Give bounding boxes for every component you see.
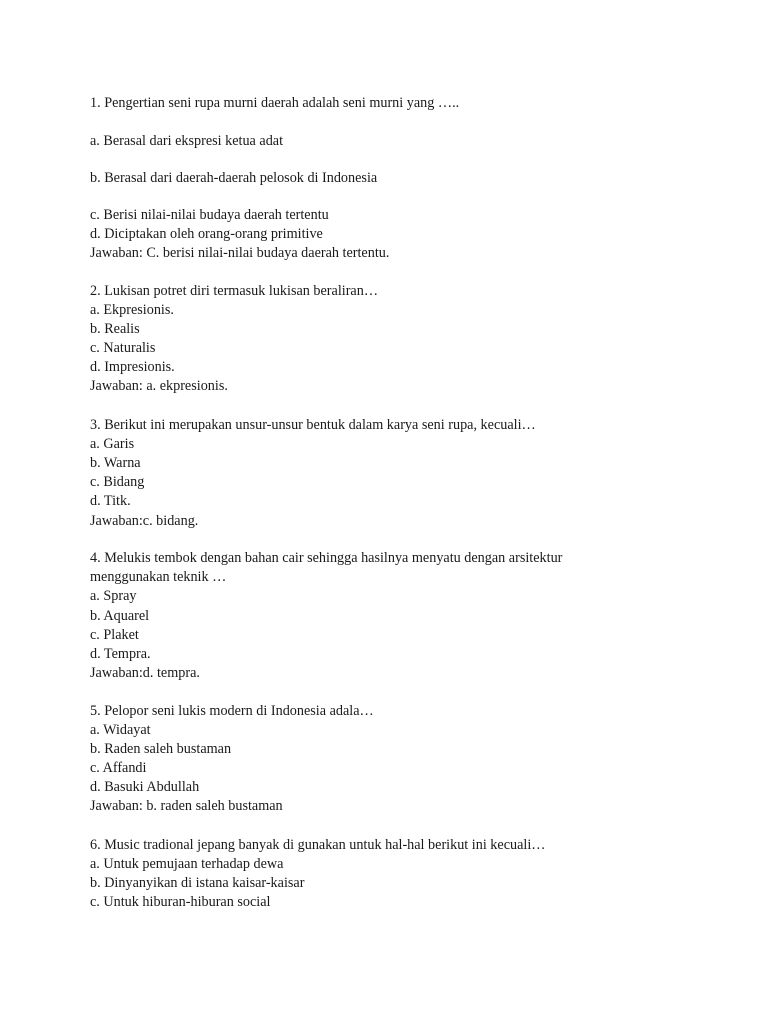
q6-question: 6. Music tradional jepang banyak di gunakan untuk hal-hal berikut ini kecuali…	[90, 837, 546, 853]
q3-answer: Jawaban:c. bidang.	[90, 513, 199, 529]
q4-answer: Jawaban:d. tempra.	[90, 665, 200, 681]
q3-option-b: b. Warna	[90, 455, 141, 471]
q5-option-b: b. Raden saleh bustaman	[90, 741, 232, 757]
q5-option-d: d. Basuki Abdullah	[90, 779, 200, 795]
q1-option-a: a. Berasal dari ekspresi ketua adat	[90, 133, 284, 149]
q3-option-c: c. Bidang	[90, 474, 145, 490]
q1-option-d: d. Diciptakan oleh orang-orang primitive	[90, 226, 323, 242]
q4-option-d: d. Tempra.	[90, 646, 151, 662]
q6-option-a: a. Untuk pemujaan terhadap dewa	[90, 856, 284, 872]
q6-option-c: c. Untuk hiburan-hiburan social	[90, 894, 271, 910]
q5-option-a: a. Widayat	[90, 722, 151, 738]
q2-answer: Jawaban: a. ekpresionis.	[90, 378, 228, 394]
q1-answer: Jawaban: C. berisi nilai-nilai budaya daerah tertentu.	[90, 245, 390, 261]
q4-question-line1: 4. Melukis tembok dengan bahan cair sehingga hasilnya menyatu dengan arsitektur	[90, 550, 563, 566]
q4-option-a: a. Spray	[90, 588, 137, 604]
q2-question: 2. Lukisan potret diri termasuk lukisan beraliran…	[90, 283, 379, 299]
q5-answer: Jawaban: b. raden saleh bustaman	[90, 798, 283, 814]
q2-option-b: b. Realis	[90, 321, 140, 337]
q4-question-line2: menggunakan teknik …	[90, 569, 227, 585]
q4-option-b: b. Aquarel	[90, 608, 150, 624]
q4-option-c: c. Plaket	[90, 627, 139, 643]
q1-option-c: c. Berisi nilai-nilai budaya daerah tertentu	[90, 207, 329, 223]
q5-question: 5. Pelopor seni lukis modern di Indonesia adala…	[90, 703, 374, 719]
q3-option-a: a. Garis	[90, 436, 135, 452]
q2-option-d: d. Impresionis.	[90, 359, 175, 375]
q5-option-c: c. Affandi	[90, 760, 147, 776]
q1-question: 1. Pengertian seni rupa murni daerah adalah seni murni yang …..	[90, 95, 460, 111]
q3-question: 3. Berikut ini merupakan unsur-unsur bentuk dalam karya seni rupa, kecuali…	[90, 417, 536, 433]
q2-option-c: c. Naturalis	[90, 340, 156, 356]
q3-option-d: d. Titk.	[90, 493, 131, 509]
q1-option-b: b. Berasal dari daerah-daerah pelosok di Indonesia	[90, 170, 378, 186]
q2-option-a: a. Ekpresionis.	[90, 302, 174, 318]
q6-option-b: b. Dinyanyikan di istana kaisar-kaisar	[90, 875, 305, 891]
